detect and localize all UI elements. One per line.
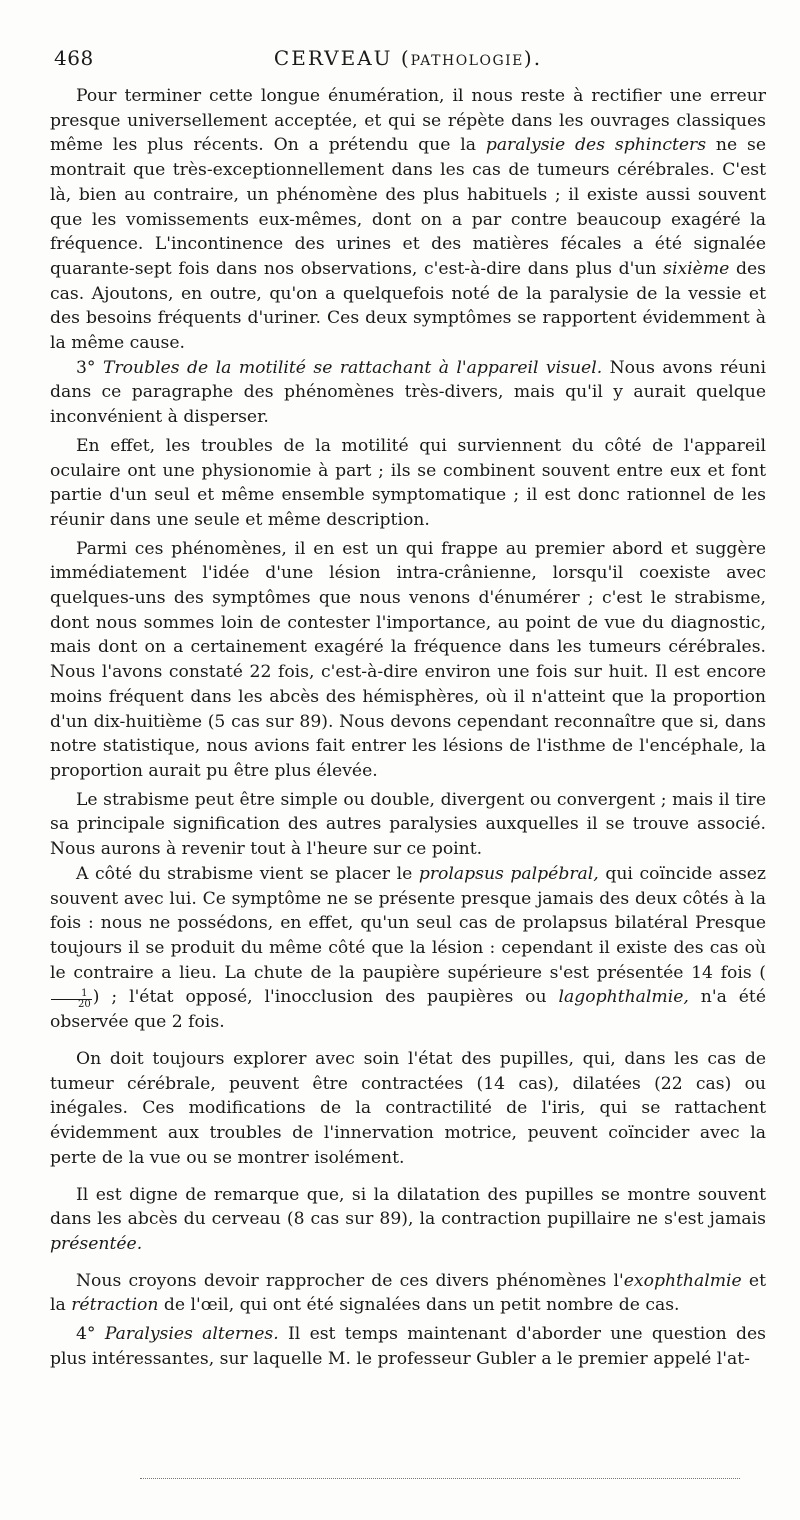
section-heading-3	[50, 356, 766, 430]
section-title: Troubles de la motilité se rattachant à l'appareil visuel.	[102, 357, 603, 378]
paragraph-dilatation	[50, 1183, 766, 1257]
footer-rule	[140, 1478, 740, 1479]
text-run: des cas. Ajoutons, en outre, qu'on a quelquefois noté de la paralysie de la vessie et des besoins fréquents d'uriner. Ces deux symptômes se rapportent évidemment à la même cause.	[50, 258, 766, 354]
running-head-close: ).	[523, 46, 543, 70]
text-run: Il est digne de remarque que, si la dilatation des pupilles se montre souvent dans les abcès du cerveau (8 cas sur 89), la contraction pupillaire ne s'est jamais	[50, 1184, 766, 1230]
fraction-numerator: 1	[51, 989, 92, 1000]
text-run: Nous avons réuni dans ce paragraphe des phénomènes très-divers, mais qu'il y aurait quelque inconvénient à disperser.	[50, 357, 766, 428]
text-run: Nous croyons devoir rapprocher de ces divers phénomènes l'	[76, 1270, 624, 1291]
section-number: 3°	[76, 357, 96, 378]
body-text	[50, 84, 766, 1371]
paragraph-sphincters	[50, 84, 766, 356]
paragraph-exophthalmie	[50, 1269, 766, 1318]
italic-term: prolapsus palpébral,	[418, 863, 599, 884]
page-header	[50, 44, 766, 84]
paragraph-strabisme: Parmi ces phénomènes, il en est un qui frappe au premier abord et suggère immédiatement l'idée d'une lésion intra-crânienne, lorsqu'il coexiste avec quelques-uns des symptômes que nous venons d'énumérer ; c'est le strabisme, dont nous sommes loin de contester l'importance, au point de vue du diagnostic, mais dont on a certainement exagéré la fréquence dans les tumeurs cérébrales. Nous l'avons constaté 22 fois, c'est-à-dire environ une fois sur huit. Il est encore moins fréquent dans les abcès des hémisphères, où il n'atteint que la proportion d'un dix-huitième (5 cas sur 89). Nous devons cependant reconnaître que si, dans notre statistique, nous avions fait entrer les lésions de l'isthme de l'encéphale, la proportion aurait pu être plus élevée.	[50, 538, 766, 781]
fraction	[51, 989, 92, 1010]
running-head	[50, 46, 766, 70]
text-run: ne se montrait que très-exceptionnellement dans les cas de tumeurs cérébrales. C'est là, bien au contraire, un phénomène des plus habituels ; il existe aussi souvent que les vomissements eux-mêmes, dont on a par contre beaucoup exagéré la fréquence. L'incontinence des urines et des matières fécales a été signalée quarante-sept fois dans nos observations, c'est-à-dire dans plus d'un	[50, 135, 767, 279]
running-head-subtitle: PATHOLOGIE	[410, 53, 524, 69]
text-run: ) ; l'état opposé, l'inocclusion des paupières ou	[92, 987, 559, 1008]
italic-term: paralysie des sphincters	[485, 135, 707, 156]
section-title: Paralysies alternes.	[104, 1324, 279, 1345]
text-run: qui coïncide assez souvent avec lui. Ce symptôme ne se présente presque jamais des deux côtés à la fois : nous ne possédons, en effet, qu'un seul cas de prolapsus bilatéral Presque toujours il se produit du même côté que la lésion : cependant il existe des cas où le contraire a lieu. La chute de la paupière supérieure s'est présentée 14 fois (	[50, 863, 766, 983]
italic-term: lagophthalmie,	[558, 987, 689, 1008]
section-heading-4	[50, 1322, 766, 1371]
text-run: et la	[50, 1270, 767, 1316]
paragraph-prolapsus	[50, 862, 766, 1035]
running-head-title: CERVEAU (	[273, 46, 411, 70]
paragraph-pupilles: On doit toujours explorer avec soin l'état des pupilles, qui, dans les cas de tumeur cérébrale, peuvent être contractées (14 cas), dilatées (22 cas) ou inégales. Ces modifications de la contractilité de l'iris, qui se rattachent évidemment aux troubles de l'innervation motrice, peuvent coïncider avec la perte de la vue ou se montrer isolément.	[50, 1049, 766, 1168]
page-number: 468	[54, 46, 94, 70]
italic-term: présentée.	[50, 1233, 143, 1254]
text-run: Pour terminer cette longue énumération, il nous reste à rectifier une erreur presque universellement acceptée, et qui se répète dans les ouvrages classiques même les plus récents. On a prétendu que la	[50, 86, 766, 156]
italic-term: sixième	[663, 258, 730, 279]
paragraph-strabisme-types: Le strabisme peut être simple ou double, divergent ou convergent ; mais il tire sa principale signification des autres paralysies auxquelles il se trouve associé. Nous aurons à revenir tout à l'heure sur ce point.	[50, 789, 766, 860]
text-run: A côté du strabisme vient se placer le	[76, 863, 419, 884]
italic-term: rétraction	[71, 1295, 159, 1316]
text-run: de l'œil, qui ont été signalées dans un petit nombre de cas.	[158, 1295, 680, 1316]
section-number: 4°	[76, 1324, 96, 1345]
italic-term: exophthalmie	[623, 1270, 742, 1291]
paragraph-oculaire: En effet, les troubles de la motilité qui surviennent du côté de l'appareil oculaire ont une physionomie à part ; ils se combinent souvent entre eux et font partie d'un seul et même ensemble symptomatique ; il est donc rationnel de les réunir dans une seule et même description.	[50, 435, 766, 530]
text-run: Il est temps maintenant d'aborder une question des plus intéressantes, sur laquelle M. le professeur Gubler a le premier appelé l'at-	[50, 1324, 766, 1369]
text-run: n'a été observée que 2 fois.	[50, 987, 766, 1033]
fraction-denominator: 20	[78, 999, 91, 1011]
